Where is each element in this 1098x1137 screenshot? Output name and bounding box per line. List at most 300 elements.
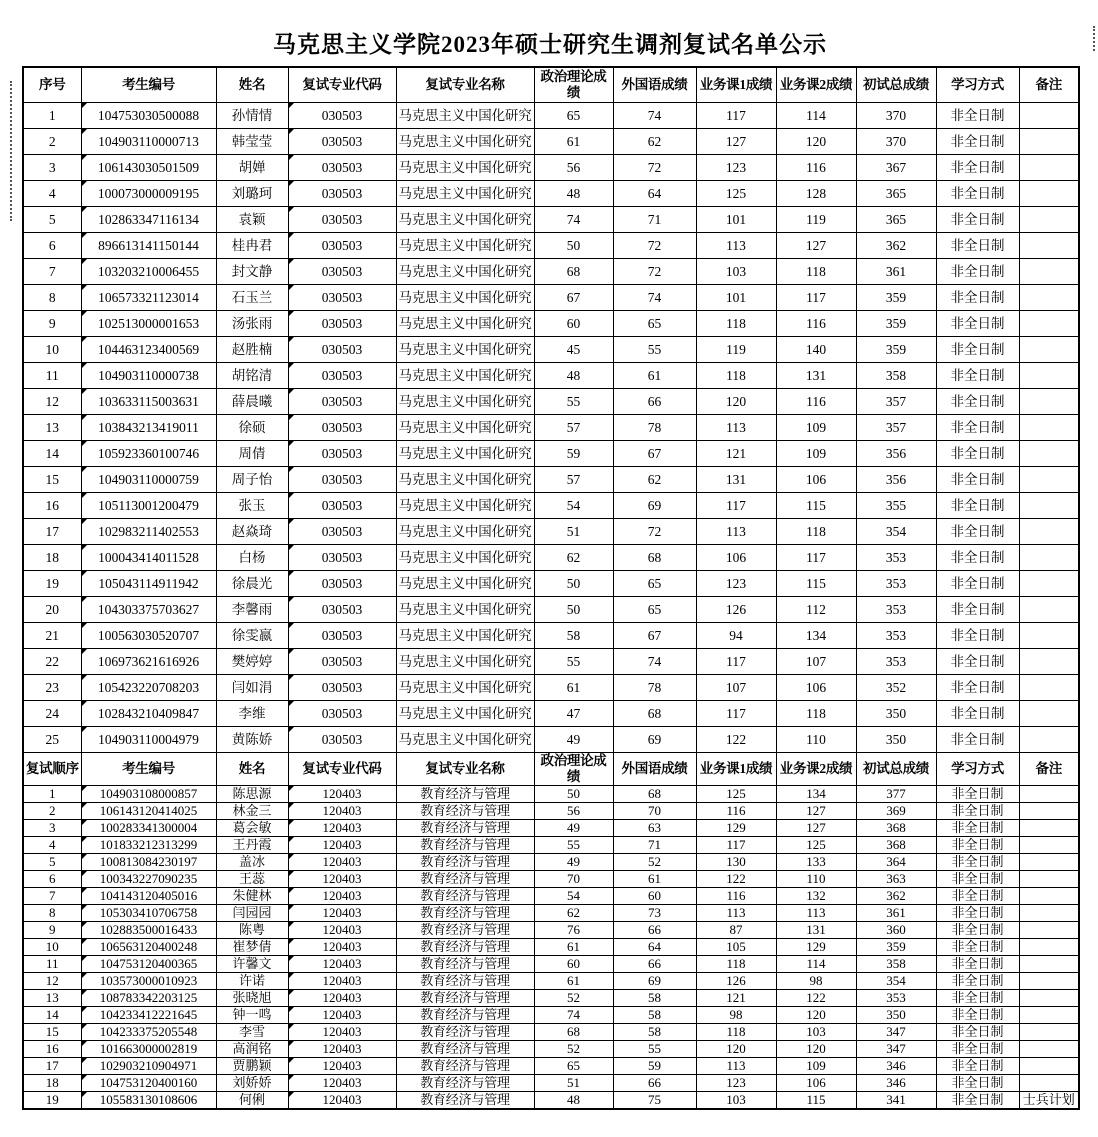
document-body bbox=[22, 26, 1078, 1110]
cell-name: 李雪 bbox=[216, 1024, 288, 1041]
cell-remark bbox=[1019, 727, 1079, 753]
cell-candidate-no: 102843210409847 bbox=[81, 701, 216, 727]
cell-name: 李维 bbox=[216, 701, 288, 727]
cell-major-code: 120403 bbox=[288, 905, 396, 922]
cell-foreign-language-score: 64 bbox=[613, 939, 696, 956]
cell-major-code: 030503 bbox=[288, 571, 396, 597]
cell-major-code: 030503 bbox=[288, 493, 396, 519]
cell-seq: 24 bbox=[23, 701, 81, 727]
cell-major-name: 马克思主义中国化研究 bbox=[396, 701, 534, 727]
cell-major-code: 120403 bbox=[288, 820, 396, 837]
cell-major-name: 马克思主义中国化研究 bbox=[396, 545, 534, 571]
cell-foreign-language-score: 52 bbox=[613, 854, 696, 871]
cell-name: 白杨 bbox=[216, 545, 288, 571]
cell-major-name: 教育经济与管理 bbox=[396, 837, 534, 854]
cell-name: 闫如涓 bbox=[216, 675, 288, 701]
table-row bbox=[23, 623, 1079, 649]
cell-study-mode: 非全日制 bbox=[936, 922, 1019, 939]
cell-seq: 1 bbox=[23, 786, 81, 803]
cell-name: 赵胜楠 bbox=[216, 337, 288, 363]
cell-major-name: 马克思主义中国化研究 bbox=[396, 103, 534, 129]
cell-course2-score: 127 bbox=[776, 820, 856, 837]
column-header-politics-score: 政治理论成绩 bbox=[534, 753, 613, 786]
cell-major-name: 马克思主义中国化研究 bbox=[396, 519, 534, 545]
cell-remark bbox=[1019, 803, 1079, 820]
cell-politics-score: 50 bbox=[534, 597, 613, 623]
cell-candidate-no: 102863347116134 bbox=[81, 207, 216, 233]
cell-major-code: 030503 bbox=[288, 467, 396, 493]
cell-study-mode: 非全日制 bbox=[936, 259, 1019, 285]
table-row bbox=[23, 415, 1079, 441]
cell-major-name: 马克思主义中国化研究 bbox=[396, 285, 534, 311]
cell-politics-score: 45 bbox=[534, 337, 613, 363]
cell-study-mode: 非全日制 bbox=[936, 285, 1019, 311]
cell-course1-score: 130 bbox=[696, 854, 776, 871]
cell-major-code: 030503 bbox=[288, 129, 396, 155]
cell-name: 张玉 bbox=[216, 493, 288, 519]
cell-seq: 4 bbox=[23, 181, 81, 207]
table-row bbox=[23, 1024, 1079, 1041]
cell-total-score: 353 bbox=[856, 545, 936, 571]
cell-major-name: 教育经济与管理 bbox=[396, 1075, 534, 1092]
cell-candidate-no: 105303410706758 bbox=[81, 905, 216, 922]
cell-major-name: 教育经济与管理 bbox=[396, 888, 534, 905]
cell-total-score: 369 bbox=[856, 803, 936, 820]
cell-major-code: 120403 bbox=[288, 973, 396, 990]
table-row bbox=[23, 1041, 1079, 1058]
cell-course2-score: 127 bbox=[776, 803, 856, 820]
cell-total-score: 353 bbox=[856, 597, 936, 623]
results-table-body bbox=[23, 67, 1079, 1109]
cell-course2-score: 106 bbox=[776, 467, 856, 493]
cell-major-code: 030503 bbox=[288, 207, 396, 233]
cell-politics-score: 49 bbox=[534, 820, 613, 837]
cell-candidate-no: 106973621616926 bbox=[81, 649, 216, 675]
cell-politics-score: 49 bbox=[534, 727, 613, 753]
cell-candidate-no: 105423220708203 bbox=[81, 675, 216, 701]
table-row bbox=[23, 311, 1079, 337]
cell-seq: 18 bbox=[23, 1075, 81, 1092]
cell-seq: 16 bbox=[23, 493, 81, 519]
cell-major-code: 120403 bbox=[288, 888, 396, 905]
cell-seq: 19 bbox=[23, 571, 81, 597]
cell-candidate-no: 102983211402553 bbox=[81, 519, 216, 545]
cell-major-code: 030503 bbox=[288, 233, 396, 259]
cell-major-name: 马克思主义中国化研究 bbox=[396, 233, 534, 259]
cell-total-score: 346 bbox=[856, 1058, 936, 1075]
cell-major-name: 马克思主义中国化研究 bbox=[396, 207, 534, 233]
cell-study-mode: 非全日制 bbox=[936, 415, 1019, 441]
cell-study-mode: 非全日制 bbox=[936, 129, 1019, 155]
table-row bbox=[23, 1075, 1079, 1092]
cell-candidate-no: 100343227090235 bbox=[81, 871, 216, 888]
column-header-seq: 序号 bbox=[23, 67, 81, 103]
cell-remark bbox=[1019, 181, 1079, 207]
cell-major-name: 教育经济与管理 bbox=[396, 939, 534, 956]
table-row bbox=[23, 207, 1079, 233]
cell-course1-score: 105 bbox=[696, 939, 776, 956]
cell-foreign-language-score: 66 bbox=[613, 956, 696, 973]
cell-study-mode: 非全日制 bbox=[936, 493, 1019, 519]
cell-course1-score: 119 bbox=[696, 337, 776, 363]
cell-seq: 8 bbox=[23, 905, 81, 922]
cell-politics-score: 61 bbox=[534, 939, 613, 956]
column-header-major-code: 复试专业代码 bbox=[288, 67, 396, 103]
cell-course2-score: 122 bbox=[776, 990, 856, 1007]
cell-foreign-language-score: 78 bbox=[613, 415, 696, 441]
cell-politics-score: 57 bbox=[534, 467, 613, 493]
cell-remark bbox=[1019, 888, 1079, 905]
cell-candidate-no: 102903210904971 bbox=[81, 1058, 216, 1075]
cell-foreign-language-score: 58 bbox=[613, 990, 696, 1007]
cell-major-name: 马克思主义中国化研究 bbox=[396, 493, 534, 519]
cell-study-mode: 非全日制 bbox=[936, 803, 1019, 820]
cell-total-score: 359 bbox=[856, 337, 936, 363]
cell-course2-score: 134 bbox=[776, 623, 856, 649]
cell-major-name: 马克思主义中国化研究 bbox=[396, 311, 534, 337]
table-row bbox=[23, 571, 1079, 597]
cell-remark bbox=[1019, 675, 1079, 701]
cell-course1-score: 123 bbox=[696, 571, 776, 597]
cell-major-name: 教育经济与管理 bbox=[396, 905, 534, 922]
cell-major-code: 120403 bbox=[288, 854, 396, 871]
cell-seq: 21 bbox=[23, 623, 81, 649]
cell-politics-score: 52 bbox=[534, 990, 613, 1007]
cell-politics-score: 55 bbox=[534, 389, 613, 415]
cell-course2-score: 120 bbox=[776, 1041, 856, 1058]
cell-foreign-language-score: 66 bbox=[613, 1075, 696, 1092]
cell-politics-score: 48 bbox=[534, 181, 613, 207]
cell-politics-score: 56 bbox=[534, 803, 613, 820]
cell-candidate-no: 103573000010923 bbox=[81, 973, 216, 990]
cell-total-score: 350 bbox=[856, 727, 936, 753]
cell-course2-score: 110 bbox=[776, 871, 856, 888]
cell-major-name: 教育经济与管理 bbox=[396, 973, 534, 990]
cell-study-mode: 非全日制 bbox=[936, 871, 1019, 888]
cell-candidate-no: 100283341300004 bbox=[81, 820, 216, 837]
column-header-major-name: 复试专业名称 bbox=[396, 753, 534, 786]
cell-major-name: 马克思主义中国化研究 bbox=[396, 441, 534, 467]
cell-seq: 4 bbox=[23, 837, 81, 854]
cell-foreign-language-score: 69 bbox=[613, 973, 696, 990]
cell-course2-score: 131 bbox=[776, 922, 856, 939]
column-header-candidate-no: 考生编号 bbox=[81, 67, 216, 103]
table-row bbox=[23, 675, 1079, 701]
cell-name: 贾鹏颖 bbox=[216, 1058, 288, 1075]
cell-name: 胡婵 bbox=[216, 155, 288, 181]
cell-course1-score: 126 bbox=[696, 597, 776, 623]
cell-total-score: 368 bbox=[856, 820, 936, 837]
page-title: 马克思主义学院2023年硕士研究生调剂复试名单公示 bbox=[273, 32, 827, 57]
cell-study-mode: 非全日制 bbox=[936, 854, 1019, 871]
cell-major-code: 030503 bbox=[288, 363, 396, 389]
cell-foreign-language-score: 61 bbox=[613, 871, 696, 888]
cell-name: 林金三 bbox=[216, 803, 288, 820]
cell-remark bbox=[1019, 854, 1079, 871]
table-row bbox=[23, 285, 1079, 311]
cell-name: 黄陈娇 bbox=[216, 727, 288, 753]
cell-remark bbox=[1019, 871, 1079, 888]
cell-seq: 6 bbox=[23, 233, 81, 259]
cell-study-mode: 非全日制 bbox=[936, 1092, 1019, 1110]
cell-course1-score: 116 bbox=[696, 803, 776, 820]
cell-study-mode: 非全日制 bbox=[936, 820, 1019, 837]
cell-name: 高润铭 bbox=[216, 1041, 288, 1058]
cell-foreign-language-score: 73 bbox=[613, 905, 696, 922]
cell-study-mode: 非全日制 bbox=[936, 467, 1019, 493]
column-header-course1-score: 业务课1成绩 bbox=[696, 67, 776, 103]
cell-foreign-language-score: 71 bbox=[613, 837, 696, 854]
cell-name: 徐雯嬴 bbox=[216, 623, 288, 649]
cell-foreign-language-score: 75 bbox=[613, 1092, 696, 1110]
cell-candidate-no: 100043414011528 bbox=[81, 545, 216, 571]
cell-course2-score: 119 bbox=[776, 207, 856, 233]
cell-foreign-language-score: 72 bbox=[613, 233, 696, 259]
cell-name: 刘娇娇 bbox=[216, 1075, 288, 1092]
cell-course1-score: 131 bbox=[696, 467, 776, 493]
cell-study-mode: 非全日制 bbox=[936, 181, 1019, 207]
cell-candidate-no: 100563030520707 bbox=[81, 623, 216, 649]
cell-course2-score: 131 bbox=[776, 363, 856, 389]
table-row bbox=[23, 467, 1079, 493]
cell-name: 孙情情 bbox=[216, 103, 288, 129]
cell-foreign-language-score: 68 bbox=[613, 701, 696, 727]
cell-seq: 16 bbox=[23, 1041, 81, 1058]
cell-major-name: 马克思主义中国化研究 bbox=[396, 649, 534, 675]
cell-course2-score: 98 bbox=[776, 973, 856, 990]
table-row bbox=[23, 820, 1079, 837]
cell-course1-score: 122 bbox=[696, 727, 776, 753]
cell-major-code: 030503 bbox=[288, 389, 396, 415]
cell-foreign-language-score: 65 bbox=[613, 597, 696, 623]
cell-course1-score: 127 bbox=[696, 129, 776, 155]
cell-politics-score: 65 bbox=[534, 1058, 613, 1075]
cell-foreign-language-score: 78 bbox=[613, 675, 696, 701]
cell-course1-score: 106 bbox=[696, 545, 776, 571]
cell-major-name: 教育经济与管理 bbox=[396, 956, 534, 973]
cell-name: 周倩 bbox=[216, 441, 288, 467]
cell-name: 陈思源 bbox=[216, 786, 288, 803]
column-header-politics-score: 政治理论成绩 bbox=[534, 67, 613, 103]
cell-major-code: 030503 bbox=[288, 623, 396, 649]
cell-foreign-language-score: 68 bbox=[613, 786, 696, 803]
cell-name: 许诺 bbox=[216, 973, 288, 990]
cell-politics-score: 51 bbox=[534, 519, 613, 545]
table-row bbox=[23, 990, 1079, 1007]
cell-candidate-no: 103843213419011 bbox=[81, 415, 216, 441]
cell-candidate-no: 100073000009195 bbox=[81, 181, 216, 207]
cell-course1-score: 121 bbox=[696, 441, 776, 467]
cell-major-name: 马克思主义中国化研究 bbox=[396, 155, 534, 181]
cell-remark bbox=[1019, 701, 1079, 727]
cell-remark bbox=[1019, 363, 1079, 389]
cell-politics-score: 68 bbox=[534, 259, 613, 285]
cell-course1-score: 118 bbox=[696, 1024, 776, 1041]
cell-remark bbox=[1019, 103, 1079, 129]
table-row bbox=[23, 837, 1079, 854]
cell-seq: 13 bbox=[23, 415, 81, 441]
cell-major-name: 马克思主义中国化研究 bbox=[396, 337, 534, 363]
cell-course1-score: 118 bbox=[696, 956, 776, 973]
cell-course1-score: 113 bbox=[696, 415, 776, 441]
cell-course2-score: 115 bbox=[776, 571, 856, 597]
cell-study-mode: 非全日制 bbox=[936, 649, 1019, 675]
cell-major-code: 120403 bbox=[288, 1075, 396, 1092]
cell-study-mode: 非全日制 bbox=[936, 623, 1019, 649]
cell-name: 周子怡 bbox=[216, 467, 288, 493]
cell-course2-score: 109 bbox=[776, 441, 856, 467]
cell-total-score: 341 bbox=[856, 1092, 936, 1110]
cell-name: 赵焱琦 bbox=[216, 519, 288, 545]
cell-seq: 11 bbox=[23, 363, 81, 389]
cell-name: 闫园园 bbox=[216, 905, 288, 922]
cell-name: 徐硕 bbox=[216, 415, 288, 441]
cell-course1-score: 117 bbox=[696, 837, 776, 854]
table-row bbox=[23, 441, 1079, 467]
cell-candidate-no: 104753030500088 bbox=[81, 103, 216, 129]
cell-foreign-language-score: 66 bbox=[613, 389, 696, 415]
cell-total-score: 361 bbox=[856, 259, 936, 285]
cell-foreign-language-score: 74 bbox=[613, 103, 696, 129]
cell-study-mode: 非全日制 bbox=[936, 1041, 1019, 1058]
cell-major-name: 马克思主义中国化研究 bbox=[396, 727, 534, 753]
cell-total-score: 353 bbox=[856, 990, 936, 1007]
cell-candidate-no: 104903108000857 bbox=[81, 786, 216, 803]
cell-politics-score: 60 bbox=[534, 311, 613, 337]
cell-seq: 12 bbox=[23, 973, 81, 990]
cell-course1-score: 87 bbox=[696, 922, 776, 939]
cell-politics-score: 50 bbox=[534, 571, 613, 597]
cell-foreign-language-score: 58 bbox=[613, 1024, 696, 1041]
cell-course1-score: 103 bbox=[696, 1092, 776, 1110]
table-row bbox=[23, 1007, 1079, 1024]
cell-major-name: 马克思主义中国化研究 bbox=[396, 389, 534, 415]
cell-major-name: 马克思主义中国化研究 bbox=[396, 181, 534, 207]
cell-seq: 2 bbox=[23, 129, 81, 155]
cell-candidate-no: 103203210006455 bbox=[81, 259, 216, 285]
cell-name: 汤张雨 bbox=[216, 311, 288, 337]
cell-candidate-no: 896613141150144 bbox=[81, 233, 216, 259]
cell-politics-score: 76 bbox=[534, 922, 613, 939]
cell-study-mode: 非全日制 bbox=[936, 727, 1019, 753]
cell-foreign-language-score: 60 bbox=[613, 888, 696, 905]
cell-remark bbox=[1019, 905, 1079, 922]
cell-candidate-no: 106143120414025 bbox=[81, 803, 216, 820]
cell-study-mode: 非全日制 bbox=[936, 990, 1019, 1007]
cell-candidate-no: 104463123400569 bbox=[81, 337, 216, 363]
cell-seq: 25 bbox=[23, 727, 81, 753]
cell-seq: 23 bbox=[23, 675, 81, 701]
cell-remark bbox=[1019, 545, 1079, 571]
cell-foreign-language-score: 58 bbox=[613, 1007, 696, 1024]
cell-study-mode: 非全日制 bbox=[936, 311, 1019, 337]
cell-seq: 17 bbox=[23, 519, 81, 545]
cell-remark bbox=[1019, 1058, 1079, 1075]
cell-course1-score: 107 bbox=[696, 675, 776, 701]
cell-remark bbox=[1019, 207, 1079, 233]
cell-major-name: 马克思主义中国化研究 bbox=[396, 259, 534, 285]
column-header-total-score: 初试总成绩 bbox=[856, 67, 936, 103]
cell-major-code: 030503 bbox=[288, 597, 396, 623]
column-header-foreign-language-score: 外国语成绩 bbox=[613, 67, 696, 103]
page-break-mark-right bbox=[1093, 26, 1095, 51]
cell-foreign-language-score: 66 bbox=[613, 922, 696, 939]
cell-candidate-no: 104903110000738 bbox=[81, 363, 216, 389]
column-header-study-mode: 学习方式 bbox=[936, 753, 1019, 786]
table-row bbox=[23, 1092, 1079, 1110]
cell-study-mode: 非全日制 bbox=[936, 337, 1019, 363]
cell-major-name: 马克思主义中国化研究 bbox=[396, 623, 534, 649]
cell-course1-score: 125 bbox=[696, 181, 776, 207]
cell-study-mode: 非全日制 bbox=[936, 675, 1019, 701]
cell-course2-score: 103 bbox=[776, 1024, 856, 1041]
cell-remark bbox=[1019, 786, 1079, 803]
cell-total-score: 360 bbox=[856, 922, 936, 939]
cell-major-code: 030503 bbox=[288, 519, 396, 545]
cell-candidate-no: 105113001200479 bbox=[81, 493, 216, 519]
cell-seq: 15 bbox=[23, 1024, 81, 1041]
cell-course1-score: 98 bbox=[696, 1007, 776, 1024]
cell-major-name: 教育经济与管理 bbox=[396, 922, 534, 939]
cell-name: 袁颖 bbox=[216, 207, 288, 233]
cell-name: 胡铭清 bbox=[216, 363, 288, 389]
column-header-major-code: 复试专业代码 bbox=[288, 753, 396, 786]
cell-total-score: 354 bbox=[856, 519, 936, 545]
cell-major-code: 030503 bbox=[288, 649, 396, 675]
table-row bbox=[23, 854, 1079, 871]
cell-study-mode: 非全日制 bbox=[936, 1075, 1019, 1092]
cell-major-name: 马克思主义中国化研究 bbox=[396, 415, 534, 441]
cell-remark bbox=[1019, 1041, 1079, 1058]
cell-seq: 19 bbox=[23, 1092, 81, 1110]
cell-course2-score: 132 bbox=[776, 888, 856, 905]
cell-course2-score: 118 bbox=[776, 259, 856, 285]
cell-total-score: 377 bbox=[856, 786, 936, 803]
cell-remark bbox=[1019, 1024, 1079, 1041]
cell-seq: 11 bbox=[23, 956, 81, 973]
cell-remark bbox=[1019, 1075, 1079, 1092]
table-row bbox=[23, 363, 1079, 389]
cell-foreign-language-score: 69 bbox=[613, 727, 696, 753]
column-header-candidate-no: 考生编号 bbox=[81, 753, 216, 786]
cell-course1-score: 113 bbox=[696, 1058, 776, 1075]
cell-candidate-no: 105043114911942 bbox=[81, 571, 216, 597]
column-header-name: 姓名 bbox=[216, 753, 288, 786]
cell-course1-score: 122 bbox=[696, 871, 776, 888]
cell-total-score: 365 bbox=[856, 207, 936, 233]
cell-major-name: 马克思主义中国化研究 bbox=[396, 129, 534, 155]
cell-total-score: 364 bbox=[856, 854, 936, 871]
cell-study-mode: 非全日制 bbox=[936, 545, 1019, 571]
cell-course1-score: 113 bbox=[696, 233, 776, 259]
column-header-course2-score: 业务课2成绩 bbox=[776, 753, 856, 786]
cell-course1-score: 117 bbox=[696, 493, 776, 519]
cell-remark bbox=[1019, 259, 1079, 285]
cell-foreign-language-score: 67 bbox=[613, 623, 696, 649]
cell-remark bbox=[1019, 990, 1079, 1007]
cell-politics-score: 49 bbox=[534, 854, 613, 871]
cell-candidate-no: 104903110000713 bbox=[81, 129, 216, 155]
results-table bbox=[22, 66, 1080, 1110]
cell-total-score: 359 bbox=[856, 285, 936, 311]
cell-remark bbox=[1019, 837, 1079, 854]
cell-foreign-language-score: 72 bbox=[613, 259, 696, 285]
cell-major-code: 030503 bbox=[288, 103, 396, 129]
table-row bbox=[23, 803, 1079, 820]
cell-total-score: 362 bbox=[856, 888, 936, 905]
cell-remark bbox=[1019, 922, 1079, 939]
cell-study-mode: 非全日制 bbox=[936, 103, 1019, 129]
